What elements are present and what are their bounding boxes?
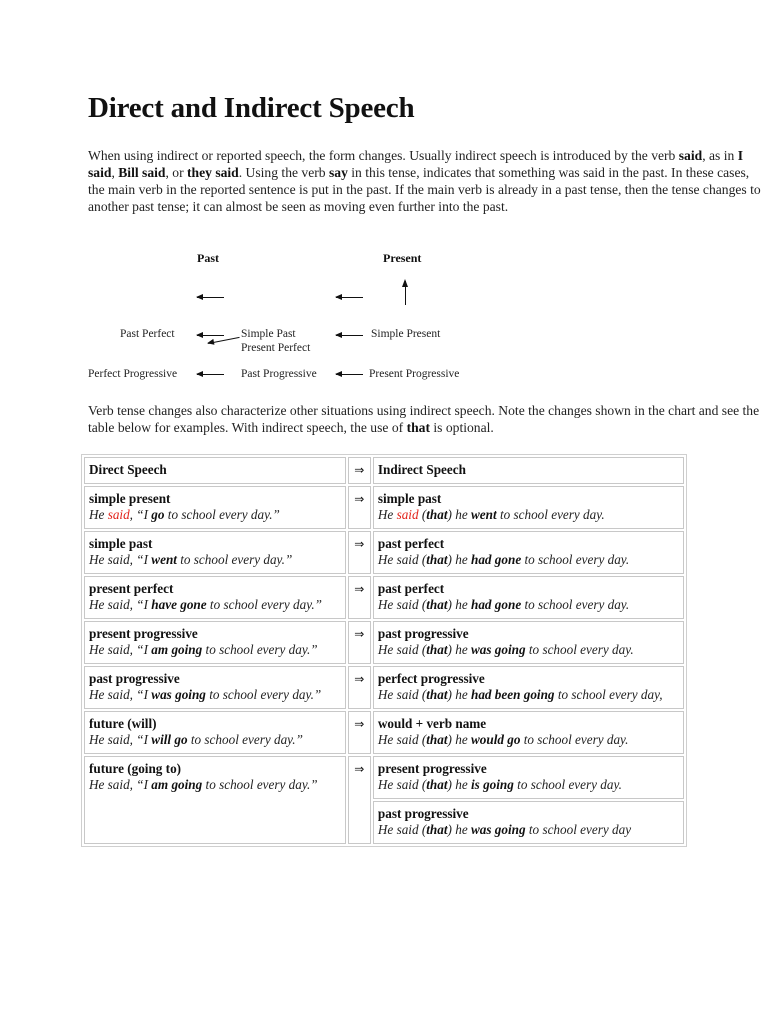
- indirect-cell: [373, 576, 684, 619]
- example-text: He said: [377, 777, 419, 792]
- intro-text: . Using the verb: [238, 165, 329, 180]
- verb: will go: [151, 732, 188, 747]
- example-text: to school every day: [525, 822, 632, 837]
- that-word: that: [426, 507, 448, 522]
- direct-cell: [84, 756, 346, 844]
- verb: is going: [470, 777, 514, 792]
- table-row: [84, 576, 684, 619]
- tense-term: past progressive: [377, 625, 469, 641]
- example-text: He said: [377, 552, 419, 567]
- example-text: He said: [377, 822, 419, 837]
- header-indirect-label: Indirect Speech: [377, 462, 466, 477]
- verb: had gone: [470, 552, 522, 567]
- left-arrow-icon: [336, 335, 363, 336]
- example-text: , “I: [129, 552, 152, 567]
- direct-example: [89, 777, 342, 794]
- example-text: He said: [89, 642, 130, 657]
- left-arrow-icon: [197, 297, 224, 298]
- example-text: He said: [377, 642, 419, 657]
- verb: go: [151, 507, 165, 522]
- tense-term: past perfect: [377, 535, 445, 551]
- direct-cell: [84, 711, 346, 754]
- arrow-icon: ⇒: [348, 621, 371, 664]
- intro-text: When using indirect or reported speech, the form changes. Usually indirect speech is introduced by the verb: [88, 148, 679, 163]
- diagram-heading-past: Past: [197, 251, 219, 265]
- example-text: He said: [377, 597, 419, 612]
- verb: went: [151, 552, 177, 567]
- verb: was going: [151, 687, 206, 702]
- example-text: he: [451, 822, 471, 837]
- tense-term: simple past: [377, 490, 442, 506]
- verb: had gone: [470, 597, 522, 612]
- that-word: that: [426, 642, 448, 657]
- example-text: to school every day,: [554, 687, 663, 702]
- speech-table: [81, 454, 687, 847]
- left-arrow-icon: [336, 297, 363, 298]
- indirect-cell: [373, 621, 684, 664]
- verb: would go: [470, 732, 521, 747]
- example-text: to school every day.”: [205, 687, 322, 702]
- left-arrow-icon: [197, 335, 224, 336]
- tense-term: perfect progressive: [377, 670, 485, 686]
- left-arrow-icon: [336, 374, 363, 375]
- intro-text: in this tense, indicates that something was said in the past. In these cases, the main verb in the reported sentence is put in the past. If the main verb is already in a past tense, then the tense changes to another past tense; it can almost be seen as moving even further into the past.: [88, 165, 761, 214]
- indirect-example: He said (that) he had gone to school every day.: [377, 552, 630, 567]
- table-row: [84, 756, 684, 799]
- table-row: [84, 711, 684, 754]
- table-row: [84, 486, 684, 529]
- example-text: , “I: [129, 642, 152, 657]
- example-text: He said: [89, 777, 130, 792]
- term-bill-said: Bill said: [118, 165, 166, 180]
- verb: was going: [470, 822, 526, 837]
- header-indirect: [373, 457, 684, 484]
- example-text: he: [451, 552, 471, 567]
- term-that: that: [406, 420, 430, 435]
- intro-text: ,: [111, 165, 119, 180]
- example-text: he: [451, 507, 471, 522]
- example-text: he: [451, 687, 471, 702]
- example-text: , “I: [129, 732, 152, 747]
- tense-term: future (going to): [89, 760, 182, 776]
- arrow-icon: ⇒: [348, 576, 371, 619]
- table-row: [84, 666, 684, 709]
- indirect-cell: [373, 486, 684, 529]
- direct-example: [89, 597, 342, 614]
- table-row: [84, 531, 684, 574]
- indirect-example: He said (that) he is going to school every day.: [377, 777, 622, 792]
- diagram-label-past-progressive: Past Progressive: [241, 368, 317, 380]
- example-text: he: [451, 777, 471, 792]
- tense-term: would + verb name: [377, 715, 487, 731]
- table-header-row: [84, 457, 684, 484]
- indirect-cell: [373, 801, 684, 844]
- that-word: that: [426, 597, 448, 612]
- note-text: Verb tense changes also characterize other situations using indirect speech. Note the changes shown in the chart and see the table below for examples. With indirect speech, the use of: [88, 403, 760, 435]
- example-text: He said: [377, 732, 419, 747]
- direct-example: [89, 687, 342, 704]
- example-text: He said: [89, 552, 130, 567]
- tense-term: past perfect: [377, 580, 445, 596]
- example-text: to school every day.: [496, 507, 605, 522]
- that-word: that: [426, 732, 448, 747]
- intro-paragraph: [88, 147, 763, 215]
- indirect-example: He said (that) he was going to school every day: [377, 822, 632, 837]
- example-text: to school every day.”: [176, 552, 293, 567]
- example-text: He said: [377, 687, 419, 702]
- left-arrow-icon: [197, 374, 224, 375]
- example-text: , “I: [129, 597, 152, 612]
- that-word: that: [426, 552, 448, 567]
- indirect-cell: [373, 531, 684, 574]
- tense-term: simple present: [89, 490, 171, 506]
- that-word: that: [426, 777, 448, 792]
- diagram-label-perfect-progressive: Perfect Progressive: [88, 368, 178, 380]
- example-text: to school every day.: [520, 732, 629, 747]
- example-text: to school every day.”: [202, 777, 318, 792]
- tense-term: present progressive: [377, 760, 487, 776]
- diagram-label-simple-past: Simple Past: [241, 328, 296, 340]
- example-text: He said: [89, 687, 130, 702]
- intro-text: , as in: [702, 148, 738, 163]
- verb: went: [470, 507, 497, 522]
- arrow-icon: ⇒: [348, 531, 371, 574]
- example-text: to school every day.”: [187, 732, 303, 747]
- tense-shift-diagram: [88, 245, 488, 390]
- diagram-label-present-perfect: Present Perfect: [241, 342, 311, 354]
- direct-example: [89, 732, 342, 749]
- note-text: is optional.: [429, 420, 494, 435]
- direct-cell: [84, 486, 346, 529]
- term-they-said: they said: [187, 165, 239, 180]
- diagonal-arrow-icon: [208, 337, 240, 344]
- example-text: he: [451, 642, 471, 657]
- indirect-example: He said (that) he would go to school every day.: [377, 732, 629, 747]
- example-text: to school every day.”: [202, 642, 318, 657]
- header-direct: [84, 457, 346, 484]
- indirect-example: He said (that) he went to school every day.: [377, 507, 605, 522]
- term-i-said: I said: [88, 148, 743, 180]
- direct-cell: [84, 621, 346, 664]
- diagram-label-present-progressive: Present Progressive: [369, 368, 460, 380]
- example-text: He said: [89, 597, 130, 612]
- verb: had been going: [470, 687, 555, 702]
- page-title: Direct and Indirect Speech: [88, 92, 415, 124]
- direct-example: He said, “I go to school every day.”: [89, 507, 280, 522]
- indirect-example: He said (that) he had gone to school every day.: [377, 597, 630, 612]
- verb: am going: [151, 642, 203, 657]
- header-arrow-icon: ⇒: [348, 457, 371, 484]
- highlight-said: said: [107, 507, 130, 522]
- direct-cell: [84, 576, 346, 619]
- header-direct-label: Direct Speech: [89, 462, 167, 477]
- up-arrow-icon: [405, 281, 406, 305]
- direct-cell: [84, 666, 346, 709]
- tense-term: past progressive: [377, 805, 469, 821]
- tense-term: present progressive: [89, 625, 198, 641]
- verb: am going: [151, 777, 203, 792]
- verb: have gone: [151, 597, 207, 612]
- tense-term: past progressive: [89, 670, 180, 686]
- arrow-icon: ⇒: [348, 711, 371, 754]
- indirect-cell: [373, 756, 684, 799]
- that-word: that: [426, 822, 448, 837]
- indirect-example: He said (that) he was going to school every day.: [377, 642, 634, 657]
- highlight-said: said: [396, 507, 419, 522]
- example-text: to school every day.: [513, 777, 622, 792]
- tense-term: present perfect: [89, 580, 174, 596]
- direct-example: [89, 552, 342, 569]
- term-said: said: [678, 148, 703, 163]
- tense-term: future (will): [89, 715, 157, 731]
- example-text: to school every day.: [521, 597, 630, 612]
- indirect-example: He said (that) he had been going to school every day,: [377, 687, 663, 702]
- note-paragraph: [88, 402, 763, 436]
- example-text: He said: [89, 732, 130, 747]
- example-text: , “I: [129, 507, 152, 522]
- example-text: to school every day.”: [206, 597, 322, 612]
- arrow-icon: ⇒: [348, 486, 371, 529]
- example-text: to school every day.: [525, 642, 634, 657]
- diagram-label-simple-present: Simple Present: [371, 328, 441, 340]
- indirect-cell: [373, 666, 684, 709]
- arrow-icon: ⇒: [348, 666, 371, 709]
- arrow-icon: ⇒: [348, 756, 371, 844]
- example-text: to school every day.: [521, 552, 630, 567]
- indirect-cell: [373, 711, 684, 754]
- term-say: say: [328, 165, 348, 180]
- tense-term: simple past: [89, 535, 153, 551]
- table-row: [84, 621, 684, 664]
- example-text: to school every day.”: [164, 507, 280, 522]
- example-text: , “I: [129, 687, 152, 702]
- direct-cell: [84, 531, 346, 574]
- example-text: he: [451, 597, 471, 612]
- example-text: , “I: [129, 777, 152, 792]
- intro-text: , or: [165, 165, 187, 180]
- example-text: he: [451, 732, 471, 747]
- diagram-heading-present: Present: [383, 251, 422, 265]
- direct-example: [89, 642, 342, 659]
- that-word: that: [426, 687, 448, 702]
- verb: was going: [470, 642, 526, 657]
- diagram-label-past-perfect: Past Perfect: [120, 328, 175, 340]
